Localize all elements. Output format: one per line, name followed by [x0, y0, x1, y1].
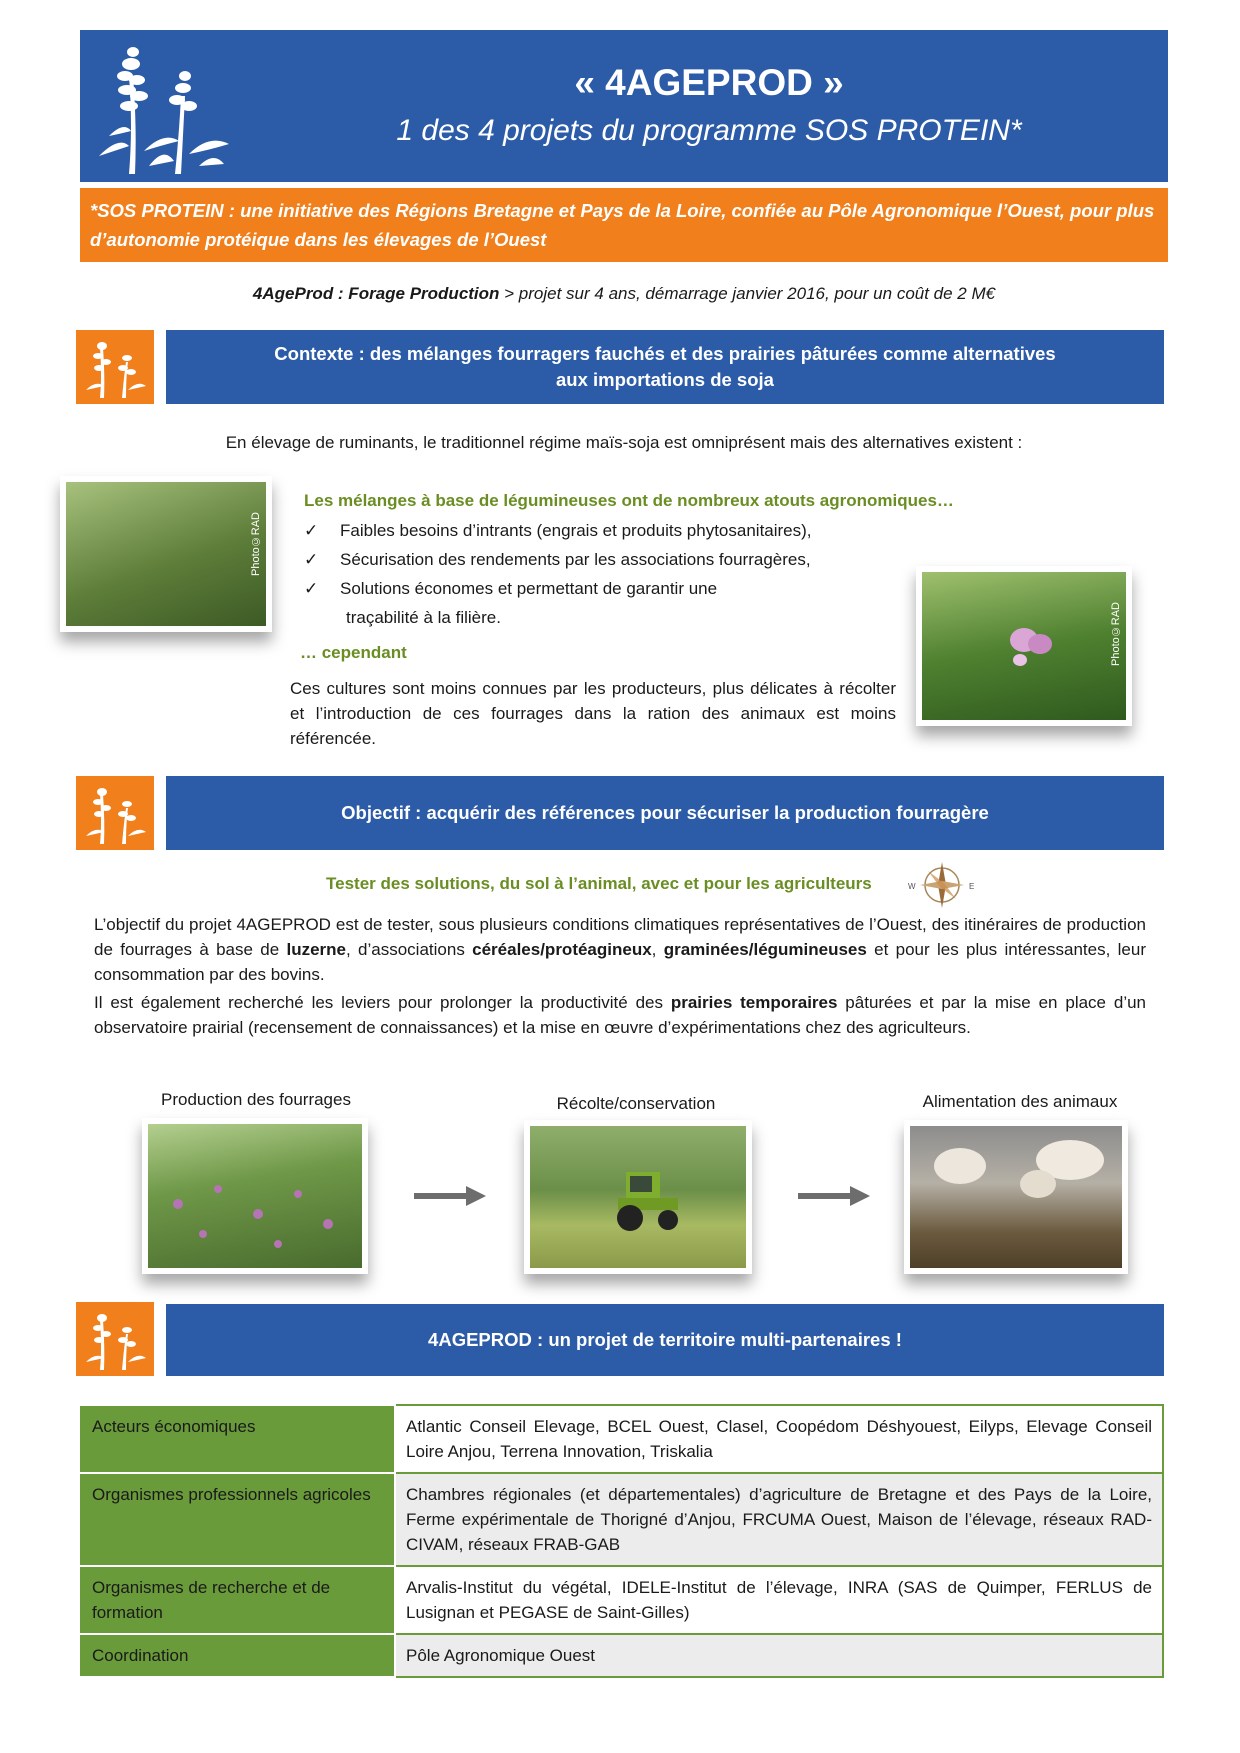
partner-category: Acteurs économiques — [81, 1405, 395, 1473]
stage-label-feeding: Alimentation des animaux — [922, 1092, 1118, 1111]
table-row — [81, 1634, 1163, 1677]
arrow-right-icon — [414, 1186, 486, 1206]
program-banner-text: ne initiative des Régions Bretagne et Pays de la Loire, confiée au Pôle Agronomique l’Ouest, pour plus d’autonomie protéique dans les élevages de l’Ouest — [90, 200, 1155, 250]
flowers-icon — [148, 1164, 362, 1264]
list-item-text: Sécurisation des rendements par les associations fourragères, — [340, 550, 811, 569]
section-partners-title: 4AGEPROD : un projet de territoire multi-partenaires ! — [166, 1304, 1164, 1376]
section-context-title-line2: aux importations de soja — [556, 369, 774, 390]
compass-east-label: E — [969, 882, 975, 891]
context-intro: En élevage de ruminants, le traditionnel régime maïs-soja est omniprésent mais des alternatives existent : — [225, 433, 1023, 452]
list-item — [304, 545, 924, 574]
objective-heading: Tester des solutions, du sol à l’animal, avec et pour les agriculteurs — [326, 874, 872, 893]
tractor-icon — [608, 1162, 688, 1232]
however-text: Ces cultures sont moins connues par les producteurs, plus délicates à récolter et l’introduction de ces fourrages dans la ration des animaux est moins référencée. — [290, 679, 896, 748]
partner-list: Pôle Agronomique Ouest — [395, 1634, 1163, 1677]
table-row — [81, 1566, 1163, 1634]
forage-field-photo — [142, 1118, 368, 1274]
objective-text: et pour les plus intéressantes, leur consommation par des bovins. — [94, 940, 1146, 984]
partner-category: Coordination — [81, 1634, 395, 1677]
objective-paragraph-1 — [94, 912, 1146, 987]
list-item-text: Faibles besoins d’intrants (engrais et produits phytosanitaires), — [340, 521, 812, 540]
cattle-feeding-photo — [904, 1120, 1128, 1274]
checkmark-icon: ✓ — [304, 579, 319, 598]
program-banner-lead: *SOS PROTEIN : u — [90, 200, 252, 221]
compass-west-label: W — [908, 882, 916, 891]
benefits-list — [304, 516, 924, 632]
list-item — [304, 516, 924, 545]
project-tagline — [80, 284, 1168, 304]
list-item-continuation: traçabilité à la filière. — [346, 608, 501, 627]
stage-label-harvest: Récolte/conservation — [556, 1094, 716, 1113]
objective-text: Il est également recherché les leviers pour prolonger la productivité des — [94, 993, 671, 1012]
page-title: « 4AGEPROD » — [574, 62, 844, 103]
keyword-prairies: prairies temporaires — [670, 993, 838, 1012]
pea-flower-icon — [1002, 620, 1062, 670]
section-lupin-icon — [76, 1302, 154, 1376]
project-name: 4AgeProd : Forage Production — [252, 284, 500, 303]
tractor-photo — [524, 1120, 752, 1274]
page-subtitle: 1 des 4 projets du programme SOS PROTEIN* — [396, 114, 1022, 147]
objective-text: L’objectif du projet 4AGEPROD est de tester, sous plusieurs conditions climatiques représentatives de l’Ouest, des itinéraires de production de fourrages à base de — [94, 915, 1146, 959]
wheat-field-photo — [60, 476, 272, 632]
pea-flower-photo — [916, 566, 1132, 726]
list-item-text: Solutions économes et permettant de garantir une — [340, 579, 718, 598]
photo-credit: Photo©RAD — [1110, 602, 1122, 666]
checkmark-icon: ✓ — [304, 521, 319, 540]
objective-text: , d’associations — [346, 940, 473, 959]
section-lupin-icon — [76, 330, 154, 404]
section-objective-title: Objectif : acquérir des références pour sécuriser la production fourragère — [166, 776, 1164, 850]
partners-table — [80, 1404, 1164, 1678]
checkmark-icon: ✓ — [304, 550, 319, 569]
compass-icon — [906, 858, 978, 912]
table-row — [81, 1405, 1163, 1473]
objective-text: , — [651, 940, 664, 959]
objective-text: pâturées et par la mise en place d’un observatoire prairial (recensement de connaissances) et la mise en œuvre d’expérimentations chez des agriculteurs. — [94, 993, 1147, 1037]
cattle-icon — [920, 1136, 1120, 1216]
legume-heading: Les mélanges à base de légumineuses ont de nombreux atouts agronomiques… — [304, 491, 954, 510]
list-item — [304, 574, 924, 603]
partner-list: Arvalis-Institut du végétal, IDELE-Institut de l’élevage, INRA (SAS de Quimper, FERLUS de Lusignan et PEGASE de Saint-Gilles) — [395, 1566, 1163, 1634]
however-heading: … cependant — [300, 643, 407, 662]
section-context-title — [166, 330, 1164, 404]
project-details: > projet sur 4 ans, démarrage janvier 2016, pour un coût de 2 M€ — [499, 284, 996, 303]
partner-list: Atlantic Conseil Elevage, BCEL Ouest, Clasel, Coopédom Déshyouest, Eilyps, Elevage Conseil Loire Anjou, Terrena Innovation, Triskalia — [395, 1405, 1163, 1473]
partner-list: Chambres régionales (et départementales) d’agriculture de Bretagne et des Pays de la Loire, Ferme expérimentale de Thorigné d’Anjou, FRCUMA Ouest, Maison de l’élevage, réseaux RAD-CIVAM, réseaux FRAB-GAB — [395, 1473, 1163, 1566]
lupin-logo-icon — [80, 30, 248, 182]
keyword-graminees: graminées/légumineuses — [663, 940, 867, 959]
partner-category: Organismes de recherche et de formation — [81, 1566, 395, 1634]
section-lupin-icon — [76, 776, 154, 850]
table-row — [81, 1473, 1163, 1566]
photo-credit: Photo©RAD — [250, 512, 262, 576]
stage-label-production: Production des fourrages — [161, 1090, 351, 1109]
keyword-cereales: céréales/protéagineux — [472, 940, 652, 959]
objective-paragraph-2 — [94, 990, 1146, 1040]
partner-category: Organismes professionnels agricoles — [81, 1473, 395, 1566]
arrow-right-icon — [798, 1186, 870, 1206]
program-banner — [80, 188, 1168, 262]
keyword-luzerne: luzerne — [286, 940, 347, 959]
section-context-title-line1: Contexte : des mélanges fourragers fauchés et des prairies pâturées comme alternatives — [274, 343, 1056, 364]
